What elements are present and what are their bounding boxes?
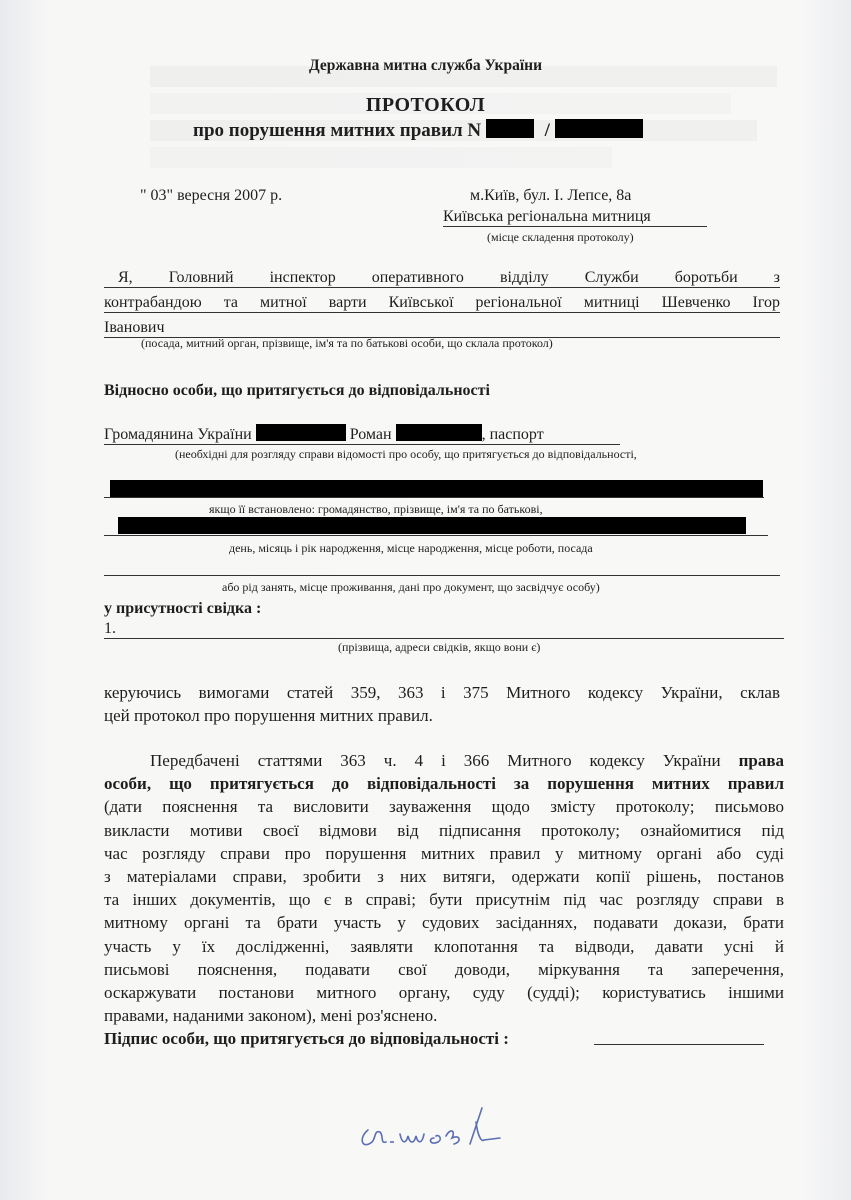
author-line-1-text: Я, Головний інспектор оперативного відділу Служби боротьби з xyxy=(118,269,780,286)
rights-line: викласти мотиви своєї відмови від підписання протоколу; ознайомитися під xyxy=(104,820,784,840)
redaction-box xyxy=(110,480,763,497)
author-caption: (посада, митний орган, прізвище, ім'я та по батькові особи, що склала протокол) xyxy=(141,336,553,350)
handwritten-signature xyxy=(350,1098,520,1163)
guided-line-2: цей протокол про порушення митних правил. xyxy=(104,706,433,725)
subject-citizenship: Громадянина України xyxy=(104,426,252,443)
rights-line: (дати пояснення та висловити зауваження щодо змісту протоколу; письмово xyxy=(104,797,784,817)
subject-heading: Відносно особи, що притягується до відповідальності xyxy=(104,382,490,399)
place-caption: (місце складення протоколу) xyxy=(487,230,634,244)
subject-passport-label: , паспорт xyxy=(481,426,544,443)
rights-line: особи, що притягується до відповідальності за порушення митних правил xyxy=(104,774,784,794)
rights-line: з матеріалами справи, зробити з них витяги, одержати копії рішень, постанов xyxy=(104,867,784,887)
redaction-box xyxy=(555,119,643,138)
subject-first-name: Роман xyxy=(349,426,392,443)
author-line-1 xyxy=(104,269,780,288)
subject-identity-line xyxy=(104,424,620,445)
guided-line-1: керуючись вимогами статей 359, 363 і 375 Митного кодексу України, склав xyxy=(104,683,780,702)
rights-line-bold: права xyxy=(738,751,785,770)
rights-line-text: Передбачені статтями 363 ч. 4 і 366 Митного кодексу України xyxy=(150,751,721,770)
customs-office: Київська регіональна митниця xyxy=(443,208,707,227)
rights-line: час розгляду справи про порушення митних правил у митному органі або суді xyxy=(104,843,784,863)
subject-caption-2: якщо її встановлено: громадянство, прізвище, ім'я та по батькові, xyxy=(209,502,543,516)
signature-label-text: Підпис особи, що притягується до відповідальності : xyxy=(104,1029,509,1048)
subject-caption-3: день, місяць і рік народження, місце народження, місце роботи, посада xyxy=(229,541,593,555)
rights-line: правами, наданими законом), мені роз'яснено. xyxy=(104,1006,438,1026)
document-title: ПРОТОКОЛ xyxy=(365,94,486,116)
subject-caption-1: (необхідні для розгляду справи відомості про особу, що притягується до відповідальності, xyxy=(175,447,637,461)
rights-line: оскаржувати постанови митного органу, суду (судді); користуватись іншими xyxy=(104,983,784,1003)
author-line-2: контрабандою та митної варти Київської регіональної митниці Шевченко Ігор xyxy=(104,294,780,311)
redaction-box xyxy=(486,119,534,138)
witness-line: 1. xyxy=(104,620,784,639)
bleed-through-texture xyxy=(150,60,810,174)
subtitle-text: про порушення митних правил N xyxy=(193,120,482,141)
rights-line: та інших документів, що є в справі; бути присутнім під час розгляду справи в xyxy=(104,890,784,910)
rights-line: участь у їх дослідженні, заявляти клопотання та відводи, давати усні й xyxy=(104,936,784,956)
redaction-box xyxy=(256,424,346,441)
rights-paragraph xyxy=(104,749,784,1027)
witness-heading: у присутності свідка : xyxy=(104,600,262,617)
underline xyxy=(104,535,768,536)
rights-line: митному органі та брати участь у судових засіданнях, подавати докази, брати xyxy=(104,913,784,933)
protocol-date: " 03" вересня 2007 р. xyxy=(140,187,283,204)
document-subtitle xyxy=(193,119,643,142)
subject-caption-4: або рід занять, місце проживання, дані про документ, що засвідчує особу) xyxy=(222,580,600,594)
author-line-3: Іванович xyxy=(104,319,780,338)
witness-caption: (прізвища, адреси свідків, якщо вони є) xyxy=(338,640,541,654)
underline xyxy=(104,575,780,576)
rights-line: письмові пояснення, подавати свої доводи, міркування та заперечення, xyxy=(104,959,784,979)
signature-line xyxy=(594,1044,764,1045)
protocol-address: м.Київ, бул. І. Лепсе, 8а xyxy=(470,187,632,204)
signature-label xyxy=(104,1029,509,1049)
redaction-box xyxy=(118,517,746,534)
underline xyxy=(104,497,764,498)
agency-name: Державна митна служба України xyxy=(308,57,543,74)
subtitle-slash: / xyxy=(544,120,550,141)
signature-scribble xyxy=(350,1098,520,1158)
redaction-box xyxy=(396,424,482,441)
rights-line xyxy=(104,749,784,772)
